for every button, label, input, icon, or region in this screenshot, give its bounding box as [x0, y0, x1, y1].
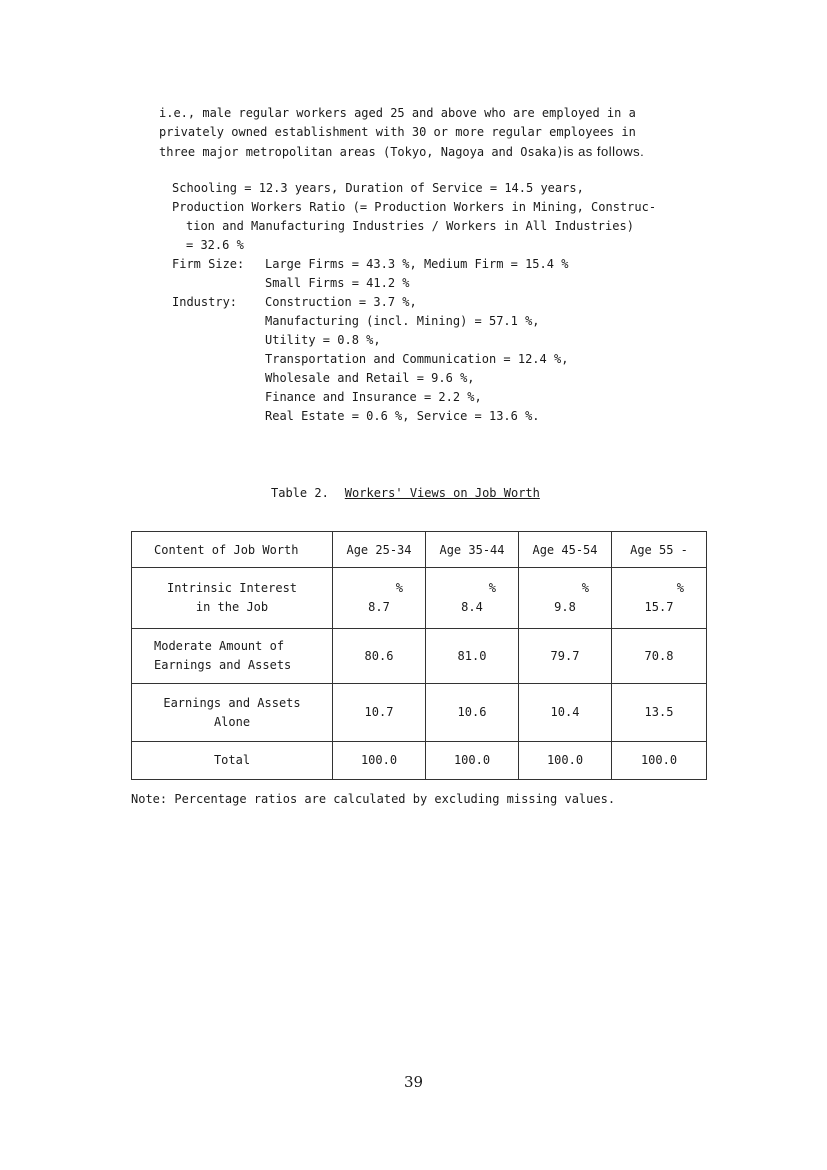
percent-sign: %: [488, 581, 496, 595]
table-total-row: [132, 742, 707, 780]
row-label: [132, 568, 333, 629]
table-cell: 70.8: [612, 629, 707, 684]
industry-value: Transportation and Communication = 12.4 %,: [265, 352, 569, 366]
industry-value: Finance and Insurance = 2.2 %,: [265, 390, 482, 404]
industry-value: Manufacturing (incl. Mining) = 57.1 %,: [265, 314, 540, 328]
production-ratio-line: Production Workers Ratio (= Production Workers in Mining, Construc-: [172, 200, 657, 214]
schooling-line: Schooling = 12.3 years, Duration of Service = 14.5 years,: [172, 181, 584, 195]
column-header: Age 35-44: [426, 532, 519, 568]
industry-value: Construction = 3.7 %,: [265, 295, 417, 309]
cell-value: 8.7: [368, 600, 390, 614]
column-header: Age 25-34: [333, 532, 426, 568]
cell-value: 9.8: [554, 600, 576, 614]
firm-size-row: [172, 274, 656, 293]
intro-paragraph: [159, 104, 719, 162]
intro-line: i.e., male regular workers aged 25 and above who are employed in a: [159, 106, 636, 120]
industry-label: Industry:: [172, 295, 238, 309]
row-label-line: in the Job: [195, 600, 269, 614]
row-label: [132, 629, 333, 684]
firm-size-value: Small Firms = 41.2 %: [265, 276, 410, 290]
industry-value: Utility = 0.8 %,: [265, 333, 381, 347]
industry-value: Real Estate = 0.6 %, Service = 13.6 %.: [265, 409, 540, 423]
table-cell: 10.7: [333, 684, 426, 742]
table-header-row: [132, 532, 707, 568]
table-cell: 100.0: [612, 742, 707, 780]
intro-line: [159, 142, 719, 162]
column-header: Content of Job Worth: [132, 532, 333, 568]
table-cell: 100.0: [426, 742, 519, 780]
intro-line-text: three major metropolitan areas (Tokyo, Nagoya and Osaka): [159, 145, 564, 159]
industry-row: [172, 350, 656, 369]
column-header: Age 45-54: [519, 532, 612, 568]
table-cell: 80.6: [333, 629, 426, 684]
industry-row: [172, 407, 656, 426]
industry-row: [172, 331, 656, 350]
table-cell: [426, 568, 519, 629]
firm-size-row: [172, 255, 656, 274]
table-title: Workers' Views on Job Worth: [344, 486, 540, 500]
table-cell: 79.7: [519, 629, 612, 684]
production-ratio-value: = 32.6 %: [186, 238, 244, 252]
sample-characteristics: [172, 179, 656, 426]
page-number: 39: [403, 1073, 424, 1091]
table-cell: [519, 568, 612, 629]
table-caption: [271, 486, 540, 500]
table-cell: 100.0: [519, 742, 612, 780]
cell-value: 8.4: [461, 600, 483, 614]
percent-sign: %: [581, 581, 589, 595]
percent-sign: %: [395, 581, 403, 595]
industry-row: [172, 388, 656, 407]
job-worth-table: [131, 531, 707, 780]
table-note: Note: Percentage ratios are calculated by excluding missing values.: [131, 792, 616, 806]
industry-value: Wholesale and Retail = 9.6 %,: [265, 371, 475, 385]
production-ratio-line: tion and Manufacturing Industries / Workers in All Industries): [186, 219, 634, 233]
column-header: Age 55 -: [612, 532, 707, 568]
table-row: [132, 568, 707, 629]
intro-line: privately owned establishment with 30 or more regular employees in: [159, 125, 636, 139]
intro-line-tail: is as follows.: [563, 144, 645, 159]
table-row: [132, 684, 707, 742]
row-label-line: Intrinsic Interest: [166, 581, 298, 595]
row-label-line: Earnings and Assets: [154, 658, 292, 672]
industry-row: [172, 369, 656, 388]
table-cell: 10.6: [426, 684, 519, 742]
row-label-line: Moderate Amount of: [154, 639, 285, 653]
row-label-line: Alone: [213, 714, 251, 729]
industry-row: [172, 312, 656, 331]
firm-size-value: Large Firms = 43.3 %, Medium Firm = 15.4 %: [265, 257, 569, 271]
row-label: [132, 684, 333, 742]
firm-size-label: Firm Size:: [172, 257, 245, 271]
table-cell: 10.4: [519, 684, 612, 742]
percent-sign: %: [676, 581, 684, 595]
industry-row: [172, 293, 656, 312]
row-label: Total: [132, 742, 333, 780]
table-number: Table 2.: [271, 486, 329, 500]
row-label-line: Earnings and Assets: [163, 695, 301, 710]
table-cell: 13.5: [612, 684, 707, 742]
table-cell: 81.0: [426, 629, 519, 684]
table-cell: [333, 568, 426, 629]
table-cell: [612, 568, 707, 629]
table-cell: 100.0: [333, 742, 426, 780]
cell-value: 15.7: [644, 600, 674, 614]
table-row: [132, 629, 707, 684]
